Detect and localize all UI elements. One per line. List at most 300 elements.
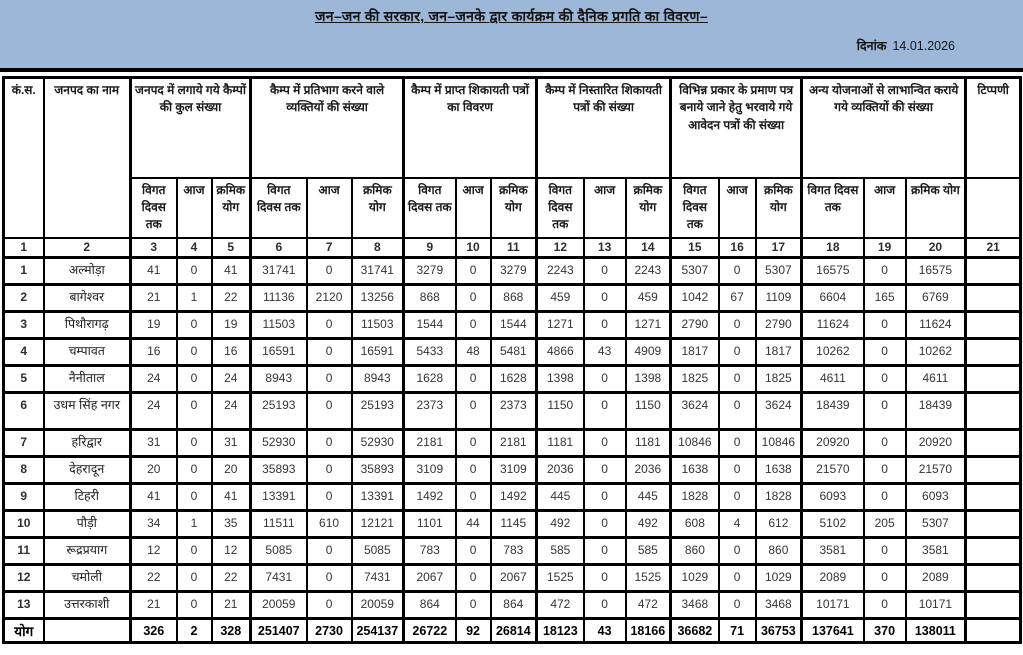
cell-value: 21570 bbox=[802, 457, 864, 484]
column-number: 20 bbox=[906, 238, 966, 258]
cell-value: 0 bbox=[456, 430, 491, 457]
cell-value: 3109 bbox=[404, 457, 456, 484]
cell-value: 19 bbox=[131, 312, 177, 339]
cell-sno: 10 bbox=[4, 511, 44, 538]
cell-value: 0 bbox=[864, 430, 906, 457]
cell-value: 2181 bbox=[404, 430, 456, 457]
cell-value: 3279 bbox=[491, 258, 537, 285]
cell-value: 0 bbox=[177, 312, 212, 339]
cell-value: 0 bbox=[177, 457, 212, 484]
table-row bbox=[4, 511, 1021, 538]
cell-value: 0 bbox=[584, 538, 626, 565]
sub-header-remark-empty bbox=[966, 178, 1021, 238]
cell-value: 6093 bbox=[802, 484, 864, 511]
column-number: 19 bbox=[864, 238, 906, 258]
cell-district: उधम सिंह नगर bbox=[44, 393, 131, 430]
cell-value: 1525 bbox=[626, 565, 671, 592]
cell-value: 165 bbox=[864, 285, 906, 312]
cell-value: 0 bbox=[307, 430, 352, 457]
column-number: 5 bbox=[212, 238, 251, 258]
cell-value: 10846 bbox=[756, 430, 802, 457]
column-number: 1 bbox=[4, 238, 44, 258]
cell-value: 4866 bbox=[537, 339, 584, 366]
cell-value: 41 bbox=[131, 484, 177, 511]
column-number: 21 bbox=[966, 238, 1021, 258]
cell-value: 0 bbox=[456, 484, 491, 511]
cell-value: 31741 bbox=[352, 258, 404, 285]
cell-value: 13256 bbox=[352, 285, 404, 312]
cell-value: 1828 bbox=[756, 484, 802, 511]
sub-header-4-2: आज bbox=[584, 178, 626, 238]
cell-value: 0 bbox=[456, 258, 491, 285]
cell-value: 1638 bbox=[671, 457, 719, 484]
cell-value: 0 bbox=[584, 312, 626, 339]
cell-value: 0 bbox=[719, 565, 756, 592]
cell-value: 585 bbox=[626, 538, 671, 565]
cell-sno: 2 bbox=[4, 285, 44, 312]
cell-value: 2243 bbox=[626, 258, 671, 285]
total-value: 36682 bbox=[671, 619, 719, 643]
cell-value: 0 bbox=[177, 393, 212, 430]
cell-value: 0 bbox=[177, 258, 212, 285]
cell-value: 0 bbox=[307, 312, 352, 339]
cell-remark bbox=[966, 393, 1021, 430]
total-value: 71 bbox=[719, 619, 756, 643]
cell-value: 610 bbox=[307, 511, 352, 538]
cell-value: 0 bbox=[584, 592, 626, 619]
cell-value: 22 bbox=[212, 565, 251, 592]
column-number-row bbox=[4, 238, 1021, 258]
cell-value: 7431 bbox=[251, 565, 307, 592]
cell-value: 31 bbox=[212, 430, 251, 457]
cell-value: 1109 bbox=[756, 285, 802, 312]
cell-sno: 4 bbox=[4, 339, 44, 366]
cell-sno: 8 bbox=[4, 457, 44, 484]
cell-value: 2373 bbox=[491, 393, 537, 430]
daily-progress-table bbox=[2, 76, 1022, 644]
cell-value: 1150 bbox=[626, 393, 671, 430]
cell-district: नैनीताल bbox=[44, 366, 131, 393]
cell-value: 48 bbox=[456, 339, 491, 366]
cell-value: 612 bbox=[756, 511, 802, 538]
cell-value: 0 bbox=[584, 393, 626, 430]
cell-value: 11511 bbox=[251, 511, 307, 538]
cell-value: 11136 bbox=[251, 285, 307, 312]
column-number: 2 bbox=[44, 238, 131, 258]
column-number: 7 bbox=[307, 238, 352, 258]
cell-value: 492 bbox=[626, 511, 671, 538]
cell-value: 25193 bbox=[251, 393, 307, 430]
cell-value: 5481 bbox=[491, 339, 537, 366]
cell-value: 0 bbox=[719, 258, 756, 285]
column-number: 3 bbox=[131, 238, 177, 258]
cell-value: 1 bbox=[177, 285, 212, 312]
cell-value: 12121 bbox=[352, 511, 404, 538]
total-value: 254137 bbox=[352, 619, 404, 643]
cell-value: 20920 bbox=[802, 430, 864, 457]
sub-header-6-2: आज bbox=[864, 178, 906, 238]
cell-value: 864 bbox=[491, 592, 537, 619]
cell-value: 1042 bbox=[671, 285, 719, 312]
cell-value: 19 bbox=[212, 312, 251, 339]
cell-value: 12 bbox=[212, 538, 251, 565]
total-value: 370 bbox=[864, 619, 906, 643]
cell-value: 4909 bbox=[626, 339, 671, 366]
table-row bbox=[4, 430, 1021, 457]
table-row bbox=[4, 592, 1021, 619]
cell-value: 1492 bbox=[491, 484, 537, 511]
total-value: 326 bbox=[131, 619, 177, 643]
cell-value: 1525 bbox=[537, 565, 584, 592]
cell-value: 868 bbox=[404, 285, 456, 312]
cell-value: 24 bbox=[212, 393, 251, 430]
cell-remark bbox=[966, 592, 1021, 619]
report-date bbox=[857, 37, 955, 54]
cell-value: 13391 bbox=[352, 484, 404, 511]
column-number: 4 bbox=[177, 238, 212, 258]
header-row-sub bbox=[4, 178, 1021, 238]
sub-header-3-2: आज bbox=[456, 178, 491, 238]
cell-value: 1825 bbox=[756, 366, 802, 393]
cell-value: 3468 bbox=[756, 592, 802, 619]
total-value: 43 bbox=[584, 619, 626, 643]
cell-value: 24 bbox=[131, 366, 177, 393]
cell-value: 0 bbox=[456, 457, 491, 484]
cell-value: 13391 bbox=[251, 484, 307, 511]
sub-header-2-3: क्रमिक योग bbox=[352, 178, 404, 238]
cell-district: पिथौरागढ़ bbox=[44, 312, 131, 339]
sub-header-2-2: आज bbox=[307, 178, 352, 238]
cell-value: 21570 bbox=[906, 457, 966, 484]
sub-header-5-2: आज bbox=[719, 178, 756, 238]
total-value: 26722 bbox=[404, 619, 456, 643]
cell-value: 0 bbox=[719, 457, 756, 484]
cell-value: 5307 bbox=[906, 511, 966, 538]
cell-sno: 11 bbox=[4, 538, 44, 565]
cell-value: 0 bbox=[719, 430, 756, 457]
cell-value: 24 bbox=[212, 366, 251, 393]
cell-value: 3624 bbox=[756, 393, 802, 430]
cell-value: 1398 bbox=[626, 366, 671, 393]
page-title: जन–जन की सरकार, जन–जनके द्वार कार्यक्रम की दैनिक प्रगति का विवरण– bbox=[315, 8, 708, 24]
sub-header-4-3: क्रमिक योग bbox=[626, 178, 671, 238]
col-header-group-3: कैम्प में प्राप्त शिकायती पत्रों का विवरण bbox=[404, 78, 537, 178]
cell-value: 2067 bbox=[404, 565, 456, 592]
cell-value: 24 bbox=[131, 393, 177, 430]
cell-value: 0 bbox=[307, 258, 352, 285]
cell-value: 0 bbox=[864, 565, 906, 592]
cell-value: 0 bbox=[584, 457, 626, 484]
cell-value: 11624 bbox=[802, 312, 864, 339]
cell-value: 31741 bbox=[251, 258, 307, 285]
cell-remark bbox=[966, 511, 1021, 538]
col-header-group-4: कैम्प में निस्तारित शिकायती पत्रों की संख्या bbox=[537, 78, 671, 178]
cell-value: 459 bbox=[626, 285, 671, 312]
cell-value: 52930 bbox=[352, 430, 404, 457]
col-header-remark: टिप्पणी bbox=[966, 78, 1021, 178]
cell-value: 2120 bbox=[307, 285, 352, 312]
cell-value: 0 bbox=[864, 538, 906, 565]
cell-value: 0 bbox=[719, 538, 756, 565]
cell-value: 0 bbox=[719, 312, 756, 339]
cell-value: 1398 bbox=[537, 366, 584, 393]
cell-sno: 7 bbox=[4, 430, 44, 457]
cell-value: 0 bbox=[864, 258, 906, 285]
cell-value: 16 bbox=[212, 339, 251, 366]
cell-value: 18439 bbox=[802, 393, 864, 430]
cell-value: 205 bbox=[864, 511, 906, 538]
cell-value: 5102 bbox=[802, 511, 864, 538]
cell-remark bbox=[966, 538, 1021, 565]
table-row bbox=[4, 565, 1021, 592]
table-row bbox=[4, 366, 1021, 393]
cell-value: 0 bbox=[864, 592, 906, 619]
cell-value: 0 bbox=[456, 285, 491, 312]
total-district-empty bbox=[44, 619, 131, 643]
cell-value: 22 bbox=[131, 565, 177, 592]
cell-value: 3581 bbox=[802, 538, 864, 565]
cell-value: 1817 bbox=[671, 339, 719, 366]
cell-value: 5307 bbox=[671, 258, 719, 285]
cell-value: 5085 bbox=[352, 538, 404, 565]
cell-value: 0 bbox=[307, 592, 352, 619]
cell-value: 0 bbox=[177, 339, 212, 366]
cell-value: 8943 bbox=[251, 366, 307, 393]
cell-district: अल्मोड़ा bbox=[44, 258, 131, 285]
col-header-group-2: कैम्प में प्रतिभाग करने वाले व्यक्तियों की संख्या bbox=[251, 78, 404, 178]
sub-header-6-1: विगत दिवस तक bbox=[802, 178, 864, 238]
cell-value: 20059 bbox=[251, 592, 307, 619]
cell-value: 25193 bbox=[352, 393, 404, 430]
total-remark bbox=[966, 619, 1021, 643]
sub-header-4-1: विगत दिवस तक bbox=[537, 178, 584, 238]
cell-value: 585 bbox=[537, 538, 584, 565]
cell-value: 18439 bbox=[906, 393, 966, 430]
cell-value: 16591 bbox=[352, 339, 404, 366]
cell-remark bbox=[966, 285, 1021, 312]
cell-value: 12 bbox=[131, 538, 177, 565]
cell-district: पौड़ी bbox=[44, 511, 131, 538]
cell-value: 1638 bbox=[756, 457, 802, 484]
sub-header-1-3: क्रमिक योग bbox=[212, 178, 251, 238]
cell-value: 1817 bbox=[756, 339, 802, 366]
cell-value: 0 bbox=[584, 285, 626, 312]
table-row bbox=[4, 484, 1021, 511]
cell-value: 10171 bbox=[906, 592, 966, 619]
cell-value: 41 bbox=[212, 484, 251, 511]
cell-sno: 5 bbox=[4, 366, 44, 393]
cell-value: 0 bbox=[719, 592, 756, 619]
cell-district: उत्तरकाशी bbox=[44, 592, 131, 619]
sub-header-5-1: विगत दिवस तक bbox=[671, 178, 719, 238]
cell-value: 492 bbox=[537, 511, 584, 538]
cell-value: 0 bbox=[864, 366, 906, 393]
cell-value: 445 bbox=[537, 484, 584, 511]
cell-value: 1 bbox=[177, 511, 212, 538]
cell-district: हरिद्वार bbox=[44, 430, 131, 457]
cell-value: 1145 bbox=[491, 511, 537, 538]
cell-value: 860 bbox=[756, 538, 802, 565]
cell-value: 1492 bbox=[404, 484, 456, 511]
total-value: 137641 bbox=[802, 619, 864, 643]
cell-value: 3279 bbox=[404, 258, 456, 285]
column-number: 15 bbox=[671, 238, 719, 258]
cell-value: 860 bbox=[671, 538, 719, 565]
cell-district: चमोली bbox=[44, 565, 131, 592]
total-value: 251407 bbox=[251, 619, 307, 643]
cell-value: 4611 bbox=[906, 366, 966, 393]
cell-value: 11503 bbox=[251, 312, 307, 339]
cell-value: 445 bbox=[626, 484, 671, 511]
cell-value: 67 bbox=[719, 285, 756, 312]
cell-value: 2790 bbox=[756, 312, 802, 339]
cell-value: 20 bbox=[212, 457, 251, 484]
cell-value: 0 bbox=[307, 565, 352, 592]
cell-sno: 1 bbox=[4, 258, 44, 285]
cell-value: 31 bbox=[131, 430, 177, 457]
cell-value: 1544 bbox=[404, 312, 456, 339]
cell-value: 6093 bbox=[906, 484, 966, 511]
cell-district: बागेश्वर bbox=[44, 285, 131, 312]
cell-remark bbox=[966, 312, 1021, 339]
cell-value: 0 bbox=[456, 565, 491, 592]
cell-value: 0 bbox=[584, 565, 626, 592]
cell-value: 0 bbox=[307, 538, 352, 565]
cell-value: 0 bbox=[584, 366, 626, 393]
cell-value: 1181 bbox=[626, 430, 671, 457]
column-number: 18 bbox=[802, 238, 864, 258]
cell-value: 52930 bbox=[251, 430, 307, 457]
cell-value: 3624 bbox=[671, 393, 719, 430]
cell-remark bbox=[966, 258, 1021, 285]
cell-value: 4 bbox=[719, 511, 756, 538]
cell-value: 0 bbox=[719, 339, 756, 366]
cell-district: टिहरी bbox=[44, 484, 131, 511]
cell-value: 5433 bbox=[404, 339, 456, 366]
cell-value: 21 bbox=[131, 592, 177, 619]
cell-value: 3468 bbox=[671, 592, 719, 619]
cell-value: 2373 bbox=[404, 393, 456, 430]
cell-value: 2089 bbox=[802, 565, 864, 592]
sub-header-5-3: क्रमिक योग bbox=[756, 178, 802, 238]
cell-value: 0 bbox=[584, 430, 626, 457]
cell-remark bbox=[966, 457, 1021, 484]
header-banner bbox=[0, 0, 1023, 72]
cell-value: 2036 bbox=[537, 457, 584, 484]
cell-value: 21 bbox=[212, 592, 251, 619]
cell-value: 0 bbox=[456, 393, 491, 430]
total-value: 36753 bbox=[756, 619, 802, 643]
col-header-district: जनपद का नाम bbox=[44, 78, 131, 238]
cell-value: 11624 bbox=[906, 312, 966, 339]
cell-value: 2036 bbox=[626, 457, 671, 484]
column-number: 8 bbox=[352, 238, 404, 258]
cell-value: 783 bbox=[404, 538, 456, 565]
cell-value: 0 bbox=[864, 457, 906, 484]
cell-value: 10262 bbox=[906, 339, 966, 366]
cell-value: 21 bbox=[131, 285, 177, 312]
table-row bbox=[4, 457, 1021, 484]
sub-header-3-1: विगत दिवस तक bbox=[404, 178, 456, 238]
cell-value: 2089 bbox=[906, 565, 966, 592]
total-value: 2730 bbox=[307, 619, 352, 643]
cell-sno: 6 bbox=[4, 393, 44, 430]
cell-value: 0 bbox=[307, 339, 352, 366]
column-number: 11 bbox=[491, 238, 537, 258]
cell-value: 1101 bbox=[404, 511, 456, 538]
cell-value: 3581 bbox=[906, 538, 966, 565]
column-number: 6 bbox=[251, 238, 307, 258]
cell-value: 0 bbox=[864, 339, 906, 366]
total-row bbox=[4, 619, 1021, 643]
cell-value: 0 bbox=[177, 565, 212, 592]
cell-value: 0 bbox=[719, 393, 756, 430]
cell-value: 1029 bbox=[756, 565, 802, 592]
cell-value: 1181 bbox=[537, 430, 584, 457]
cell-value: 0 bbox=[177, 538, 212, 565]
cell-value: 0 bbox=[584, 484, 626, 511]
cell-sno: 13 bbox=[4, 592, 44, 619]
cell-value: 864 bbox=[404, 592, 456, 619]
cell-value: 35893 bbox=[352, 457, 404, 484]
total-label: योग bbox=[4, 619, 44, 643]
total-value: 18123 bbox=[537, 619, 584, 643]
cell-value: 6769 bbox=[906, 285, 966, 312]
sub-header-3-3: क्रमिक योग bbox=[491, 178, 537, 238]
cell-sno: 12 bbox=[4, 565, 44, 592]
cell-value: 35 bbox=[212, 511, 251, 538]
col-header-serial: कं.स. bbox=[4, 78, 44, 238]
cell-value: 16575 bbox=[906, 258, 966, 285]
header-row-groups bbox=[4, 78, 1021, 178]
column-number: 10 bbox=[456, 238, 491, 258]
table-row bbox=[4, 258, 1021, 285]
cell-value: 3109 bbox=[491, 457, 537, 484]
column-number: 16 bbox=[719, 238, 756, 258]
cell-remark bbox=[966, 484, 1021, 511]
cell-value: 0 bbox=[307, 457, 352, 484]
cell-value: 22 bbox=[212, 285, 251, 312]
cell-value: 20059 bbox=[352, 592, 404, 619]
cell-value: 1628 bbox=[404, 366, 456, 393]
date-value: 14.01.2026 bbox=[892, 39, 955, 53]
cell-value: 2243 bbox=[537, 258, 584, 285]
cell-value: 0 bbox=[307, 393, 352, 430]
cell-value: 472 bbox=[626, 592, 671, 619]
cell-remark bbox=[966, 430, 1021, 457]
cell-value: 1271 bbox=[537, 312, 584, 339]
cell-value: 10171 bbox=[802, 592, 864, 619]
cell-value: 0 bbox=[719, 484, 756, 511]
cell-value: 0 bbox=[584, 258, 626, 285]
cell-value: 1825 bbox=[671, 366, 719, 393]
column-number: 13 bbox=[584, 238, 626, 258]
cell-value: 0 bbox=[456, 366, 491, 393]
cell-value: 41 bbox=[212, 258, 251, 285]
column-number: 17 bbox=[756, 238, 802, 258]
cell-value: 44 bbox=[456, 511, 491, 538]
cell-remark bbox=[966, 366, 1021, 393]
cell-value: 20920 bbox=[906, 430, 966, 457]
cell-value: 10262 bbox=[802, 339, 864, 366]
column-number: 9 bbox=[404, 238, 456, 258]
cell-value: 1271 bbox=[626, 312, 671, 339]
col-header-group-6: अन्य योजनाओं से लाभान्वित कराये गये व्यक्तियों की संख्या bbox=[802, 78, 966, 178]
cell-value: 2790 bbox=[671, 312, 719, 339]
cell-value: 4611 bbox=[802, 366, 864, 393]
cell-value: 783 bbox=[491, 538, 537, 565]
cell-value: 472 bbox=[537, 592, 584, 619]
